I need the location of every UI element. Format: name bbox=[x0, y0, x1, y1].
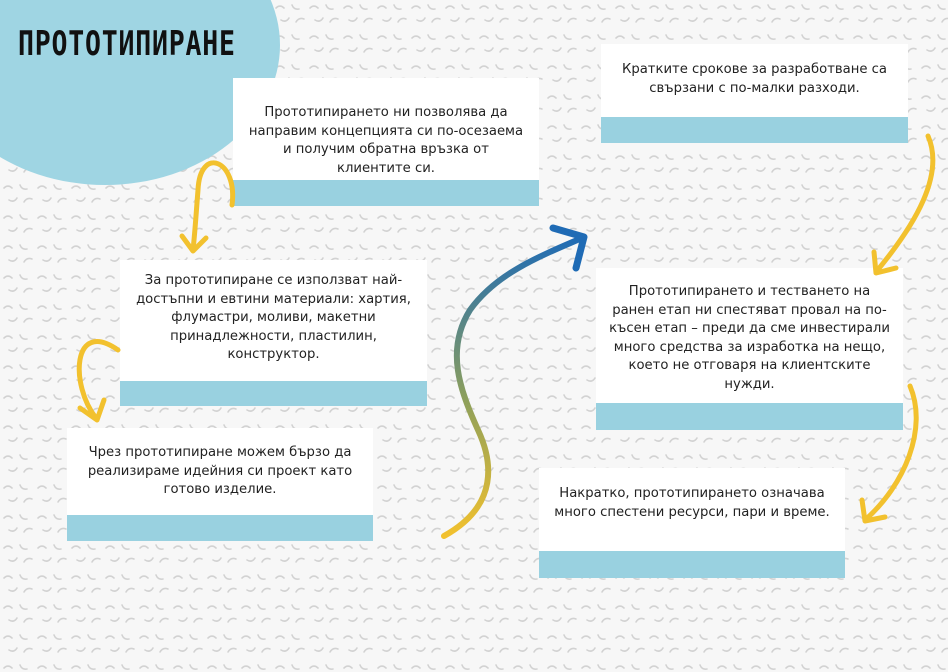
info-card-5 bbox=[596, 268, 903, 430]
info-card-2-bar bbox=[120, 381, 427, 406]
info-card-2 bbox=[120, 260, 427, 406]
info-card-1-text: Прототипирането ни позволява да направим концепцията си по-осезаема и получим обратна връзка от клиентите си. bbox=[248, 105, 524, 176]
info-card-2-text: За прототипиране се използват най-достъпни и евтини материали: хартия, флумастри, моливи, макетни принадлежности, пластилин, конструктор. bbox=[136, 273, 411, 362]
info-card-6 bbox=[539, 468, 845, 578]
info-card-1-bar bbox=[233, 180, 539, 206]
info-card-4-text: Кратките срокове за разработване са свързани с по-малки разходи. bbox=[621, 62, 888, 96]
info-card-1 bbox=[233, 78, 539, 206]
info-card-5-bar bbox=[596, 403, 903, 430]
page-title: ПРОТОТИПИРАНЕ bbox=[18, 24, 236, 64]
info-card-5-text: Прототипирането и тестването на ранен етап ни спестяват провал на по-късен етап – преди да сме инвестирали много средства за изработка на нещо, което не отговаря на клиентските нужди. bbox=[609, 284, 890, 392]
info-card-3-bar bbox=[67, 515, 373, 541]
info-card-6-bar bbox=[539, 551, 845, 578]
info-card-4-bar bbox=[601, 117, 908, 143]
info-card-6-text: Накратко, прототипирането означава много спестени ресурси, пари и време. bbox=[554, 486, 830, 520]
info-card-3-text: Чрез прототипиране можем бързо да реализираме идейния си проект като готово изделие. bbox=[87, 445, 353, 497]
info-card-4 bbox=[601, 44, 908, 143]
info-card-3 bbox=[67, 428, 373, 541]
